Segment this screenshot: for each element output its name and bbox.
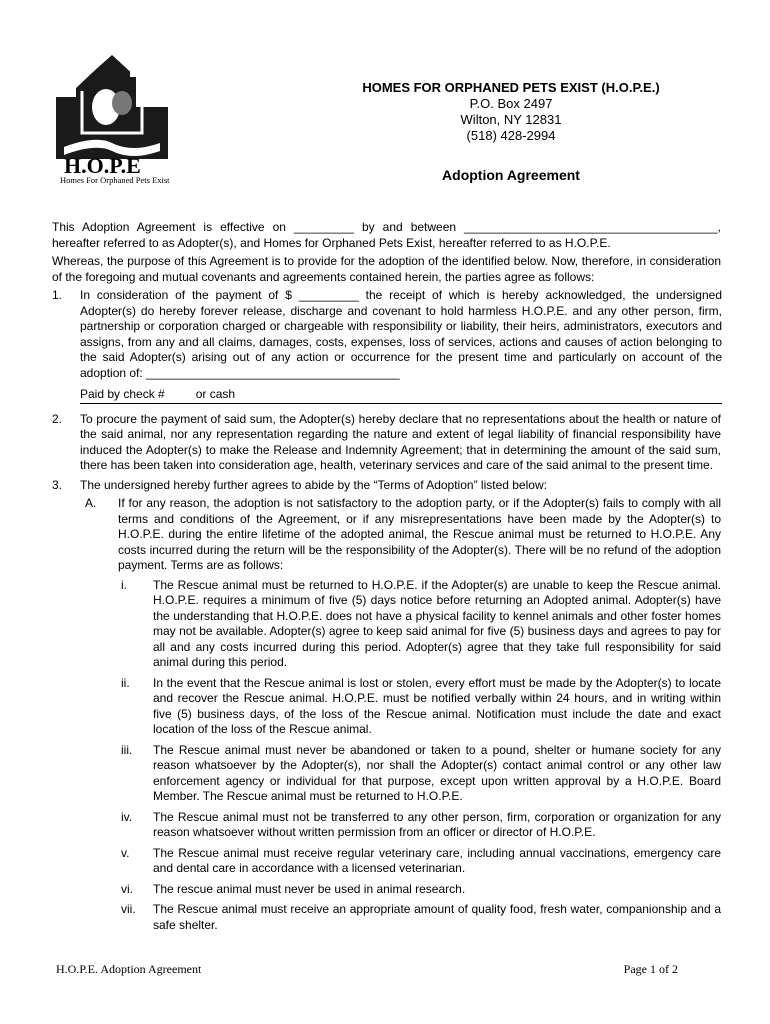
term-text: The Rescue animal must receive regular veterinary care, including annual vaccinations, emergency care and dental care in accordance with a licensed veterinarian. xyxy=(153,845,721,875)
logo-subtitle: Homes For Orphaned Pets Exist xyxy=(60,175,170,185)
term-text: The Rescue animal must not be transferred to any other person, firm, corporation or organization for any reason whatsoever without written permission from an officer or director of H.O.P.E. xyxy=(153,809,721,839)
term-label: iii. xyxy=(121,742,133,757)
payment-method-line xyxy=(80,387,722,404)
clause-1 xyxy=(52,288,721,408)
clause-3a-text: If for any reason, the adoption is not satisfactory to the adoption party, or if the Adopter(s) fails to comply with all terms and conditions of the Agreement, or if any misrepresentations have been made by the Adopter(s) to H.O.P.E. during the entire lifetime of the adopted animal, the Rescue animal must be returned to H.O.P.E. Any costs incurred during the return will be the responsibility of the Adopter(s). There will be no refund of the adoption payment. Terms are as follows: xyxy=(118,496,721,572)
term-label: vi. xyxy=(121,881,133,896)
clause-3 xyxy=(52,478,721,939)
term-text: The rescue animal must never be used in animal research. xyxy=(153,881,466,896)
clause-number: 3. xyxy=(52,477,63,492)
footer-page-number: Page 1 of 2 xyxy=(623,962,678,976)
term-item xyxy=(118,810,721,841)
agreement-body xyxy=(52,220,721,942)
term-label: v. xyxy=(121,845,130,860)
whereas-paragraph: Whereas, the purpose of this Agreement is to provide for the adoption of the identified below. Now, therefore, in consideration of the foregoing and mutual covenants and agreements contained herein, the parties agree as follows: xyxy=(52,254,721,284)
clause-number: 2. xyxy=(52,411,63,426)
clause-2-text: To procure the payment of said sum, the Adopter(s) hereby declare that no representations about the health or nature of the said animal, nor any representation regarding the nature and extent of legal liability of financial responsibility have induced the Adopter(s) to make the Release and Indemnity Agreement; that in determining the amount of the said sum, there has been taken into consideration age, health, veterinary services and care of the said animal to the present time. xyxy=(80,411,721,472)
clause-number: 1. xyxy=(52,288,63,302)
term-label: iv. xyxy=(121,809,133,824)
clause-3a xyxy=(80,496,721,938)
clause-2 xyxy=(52,412,721,474)
term-label: ii. xyxy=(121,675,130,690)
clause-3-text: The undersigned hereby further agrees to abide by the “Terms of Adoption” listed below: xyxy=(80,477,547,492)
org-phone: (518) 428-2994 xyxy=(466,128,556,143)
logo-title: H.O.P.E xyxy=(64,153,141,178)
paid-by-check-label: Paid by check # xyxy=(80,387,165,401)
term-text: The Rescue animal must be returned to H.O.P.E. if the Adopter(s) are unable to keep the Rescue animal. H.O.P.E. requires a minimum of five (5) days notice before returning an Adopted animal. Adopter(s) have the understanding that H.O.P.E. does not have a physical facility to kennel animals and other foster homes may not be available. Adopter(s) agree to keep said animal for five (5) business days and agrees to pay for all and any costs incurred during this period. Adopter(s) agree that they take full responsibility for said animal during this period. xyxy=(153,577,721,669)
hope-logo xyxy=(56,47,168,187)
document-title: Adoption Agreement xyxy=(442,167,580,183)
term-item xyxy=(118,743,721,805)
term-item xyxy=(118,902,721,933)
term-text: In the event that the Rescue animal is lost or stolen, every effort must be made by the Adopter(s) to locate and recover the Rescue animal. H.O.P.E. must be notified verbally within 24 hours, and in writing within five (5) business days, of the loss of the Rescue animal. Notification must include the date and exact location of the loss of the Rescue animal. xyxy=(153,675,721,736)
term-text: The Rescue animal must receive an appropriate amount of quality food, fresh water, companionship and a safe shelter. xyxy=(153,902,721,932)
term-item xyxy=(118,578,721,671)
org-address-line2: Wilton, NY 12831 xyxy=(460,112,562,127)
or-cash-label: or cash xyxy=(195,387,236,401)
clause-1-text: In consideration of the payment of $ _________ the receipt of which is hereby acknowledged, the undersigned Adopter(s) do hereby forever release, discharge and covenant to hold harmless H.O.P.E. and any other person, firm, partnership or corporation charged or chargeable with responsibility or liability, their heirs, administrators, executors and assigns, from any and all claims, damages, costs, expenses, loss of services, actions and causes of action belonging to the said Adopter(s) arising out of any action or occurrence for the present time and particularly on account of the adoption of: ______________________________________ xyxy=(80,288,722,380)
org-address-line1: P.O. Box 2497 xyxy=(469,96,553,111)
footer-document-name: H.O.P.E. Adoption Agreement xyxy=(56,962,202,976)
term-label: i. xyxy=(121,577,127,592)
intro-paragraph: This Adoption Agreement is effective on _________ by and between ______________________________________, hereafter referred to as Adopter(s), and Homes for Orphaned Pets Exist, hereafter referred to as H.O.P.E. xyxy=(52,220,721,250)
term-item xyxy=(118,882,721,898)
page-footer xyxy=(56,962,678,977)
org-name: HOMES FOR ORPHANED PETS EXIST (H.O.P.E.) xyxy=(362,80,660,95)
term-item xyxy=(118,676,721,738)
subclause-label: A. xyxy=(85,496,97,510)
term-text: The Rescue animal must never be abandoned or taken to a pound, shelter or humane society for any reason whatsoever by the Adopter(s), nor shall the Adopter(s) contact animal control or any other law enforcement agency or individual for that purpose, except upon written approval by a H.O.P.E. Board Member. The Rescue animal must be returned to H.O.P.E. xyxy=(153,742,721,803)
term-label: vii. xyxy=(121,902,136,916)
letterhead xyxy=(300,80,722,183)
term-item xyxy=(118,846,721,877)
